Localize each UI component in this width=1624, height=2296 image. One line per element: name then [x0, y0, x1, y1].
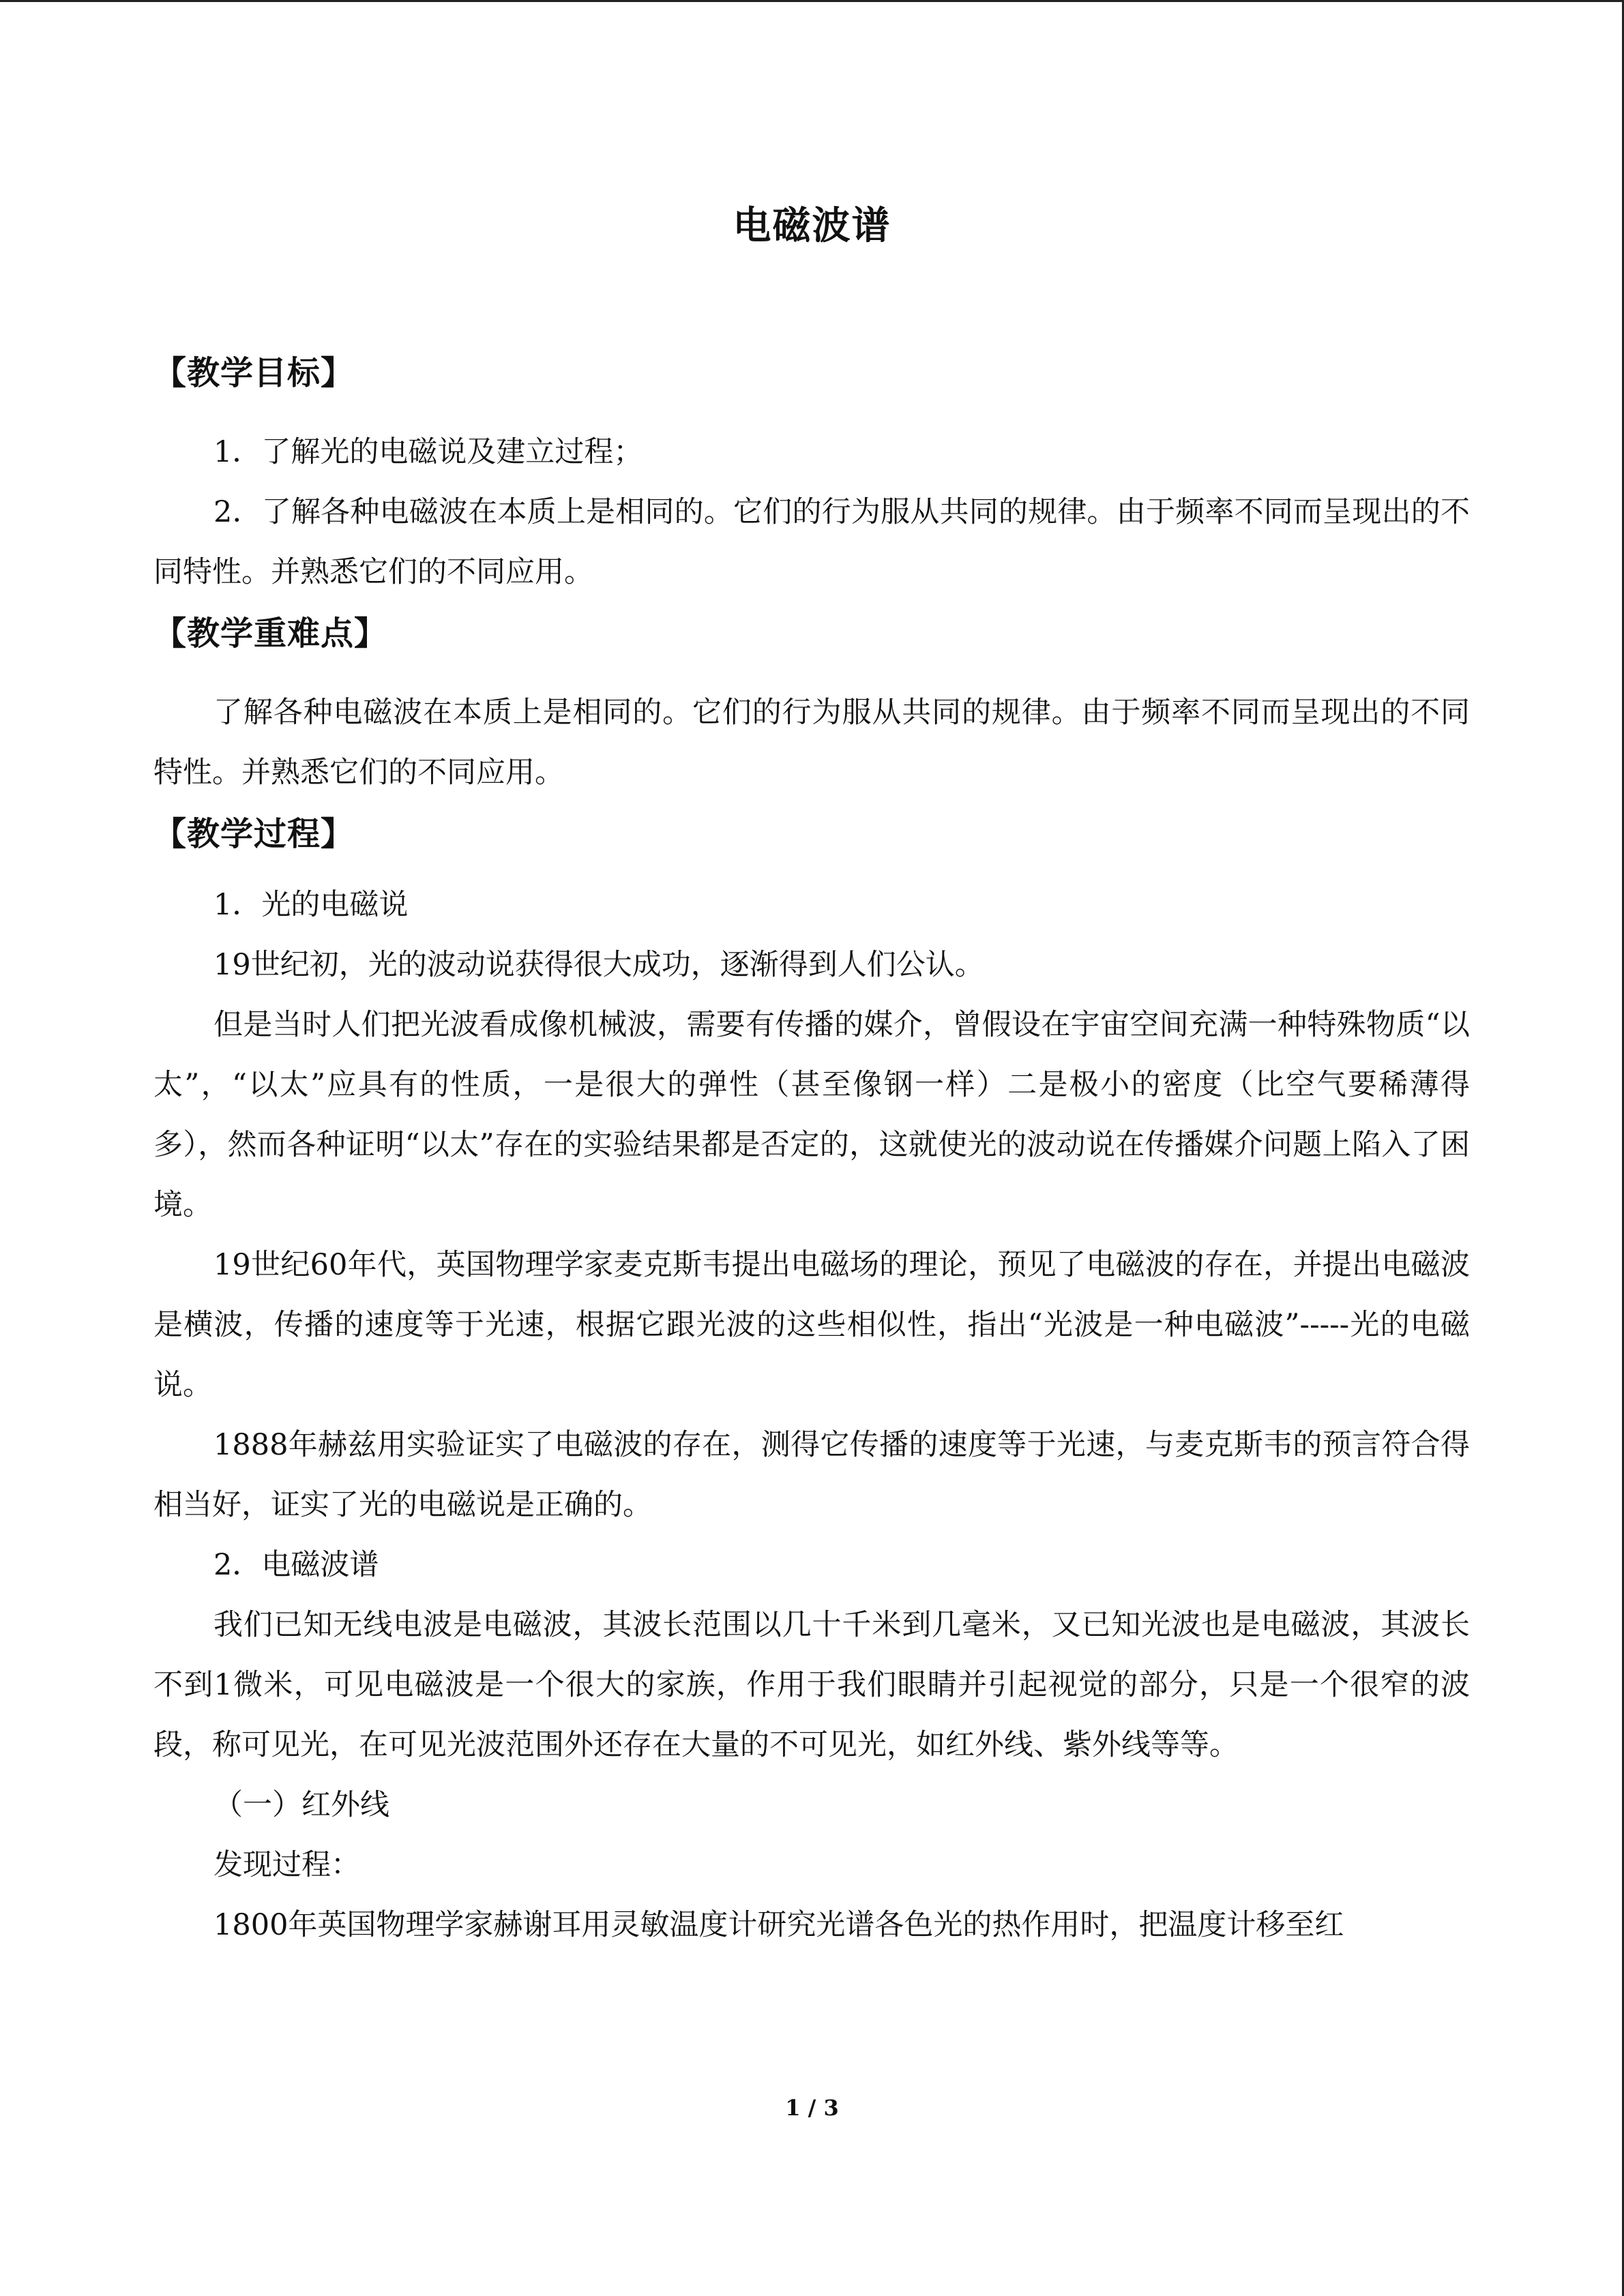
process-subheading-electromagnetic-theory: 1．光的电磁说: [213, 888, 409, 922]
process-paragraph: 19世纪60年代，英国物理学家麦克斯韦提出电磁场的理论，预见了电磁波的存在，并提出电磁波是横波，传播的速度等于光速，根据它跟光波的这些相似性，指出“光波是一种电磁波”-----光的电磁说。: [153, 1248, 1470, 1402]
process-paragraph: 1888年赫兹用实验证实了电磁波的存在，测得它传播的速度等于光速，与麦克斯韦的预言符合得相当好，证实了光的电磁说是正确的。: [153, 1428, 1470, 1522]
key-points-paragraph: 了解各种电磁波在本质上是相同的。它们的行为服从共同的规律。由于频率不同而呈现出的不同特性。并熟悉它们的不同应用。: [153, 696, 1470, 790]
process-paragraph: 19世纪初，光的波动说获得很大成功，逐渐得到人们公认。: [213, 948, 984, 982]
process-subheading-infrared: （一）红外线: [213, 1788, 389, 1822]
objective-item-1: 1．了解光的电磁说及建立过程；: [213, 435, 643, 469]
section-heading-process: 【教学过程】: [153, 815, 355, 853]
section-heading-key-points: 【教学重难点】: [153, 614, 388, 653]
process-paragraph: 但是当时人们把光波看成像机械波，需要有传播的媒介，曾假设在宇宙空间充满一种特殊物质“以太”，“以太”应具有的性质，一是很大的弹性（甚至像钢一样）二是极小的密度（比空气要稀薄得多），然而各种证明“以太”存在的实验结果都是否定的，这就使光的波动说在传播媒介问题上陷入了困境。: [153, 1008, 1470, 1222]
section-heading-objectives: 【教学目标】: [153, 354, 355, 392]
process-paragraph: 发现过程：: [213, 1848, 360, 1882]
document-title: 电磁波谱: [733, 203, 891, 248]
process-paragraph: 1800年英国物理学家赫谢耳用灵敏温度计研究光谱各色光的热作用时，把温度计移至红: [213, 1908, 1344, 1942]
objective-item-2: 2．了解各种电磁波在本质上是相同的。它们的行为服从共同的规律。由于频率不同而呈现出的不同特性。并熟悉它们的不同应用。: [153, 495, 1470, 589]
page-number: 1 / 3: [785, 2095, 839, 2121]
process-paragraph: 我们已知无线电波是电磁波，其波长范围以几十千米到几毫米，又已知光波也是电磁波，其波长不到1微米，可见电磁波是一个很大的家族，作用于我们眼睛并引起视觉的部分，只是一个很窄的波段，称可见光，在可见光波范围外还存在大量的不可见光，如红外线、紫外线等等。: [153, 1608, 1470, 1762]
process-subheading-spectrum: 2．电磁波谱: [213, 1548, 379, 1582]
document-body: [153, 354, 1470, 1955]
